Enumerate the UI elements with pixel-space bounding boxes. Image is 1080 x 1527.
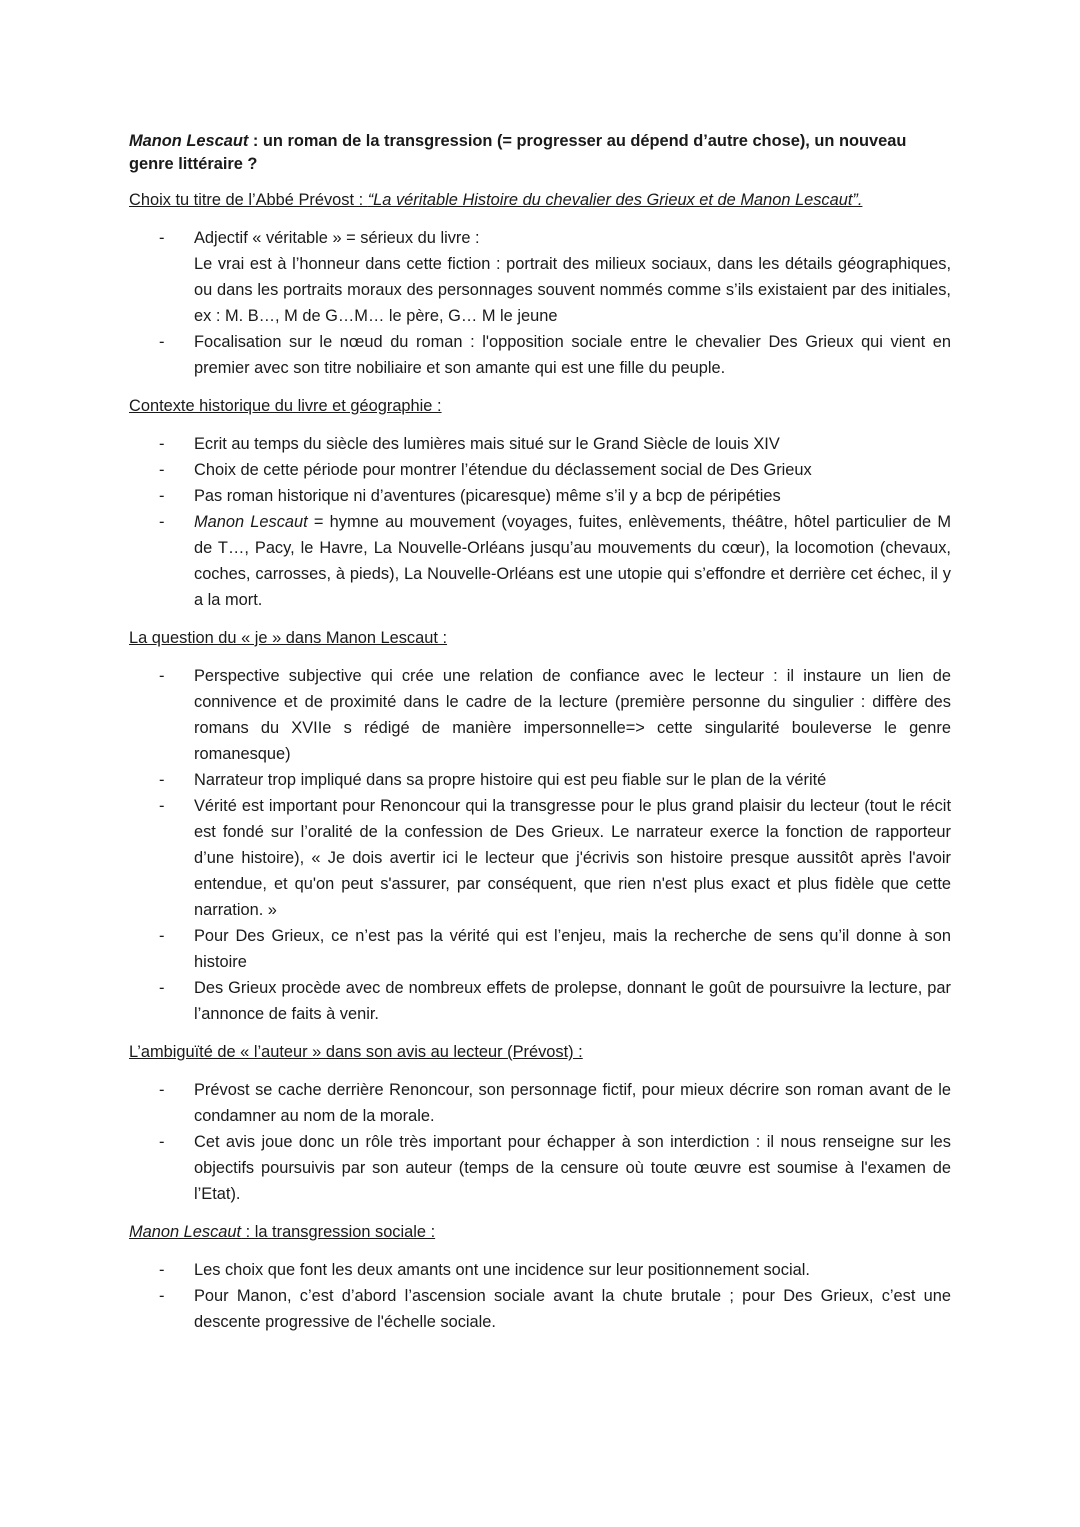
section-heading: Choix tu titre de l’Abbé Prévost : “La véritable Histoire du chevalier des Grieux et de Manon Lescaut”. (129, 191, 863, 209)
document-title (129, 130, 951, 176)
list-item: - Pour Manon, c’est d’abord l’ascension sociale avant la chute brutale ; pour Des Grieux, c’est une descente progressive de l'échelle sociale. (129, 1283, 951, 1335)
bullet-list (129, 1077, 951, 1207)
list-item: - Cet avis joue donc un rôle très important pour échapper à son interdiction : il nous renseigne sur les objectifs poursuivis par son auteur (temps de la censure où toute œuvre est soumise à l'examen de l’Etat). (129, 1129, 951, 1207)
list-item: - Focalisation sur le nœud du roman : l'opposition sociale entre le chevalier Des Grieux qui vient en premier avec son titre nobiliaire et son amante qui est une fille du peuple. (129, 329, 951, 381)
list-item: - Choix de cette période pour montrer l’étendue du déclassement social de Des Grieux (129, 457, 951, 483)
list-item: - Prévost se cache derrière Renoncour, son personnage fictif, pour mieux décrire son roman avant de le condamner au nom de la morale. (129, 1077, 951, 1129)
list-item: - Adjectif « véritable » = sérieux du livre : Le vrai est à l’honneur dans cette fiction : portrait des milieux sociaux, dans les détails géographiques, ou dans les portraits moraux des personnages souvent nommés comme s’ils existaient par des initiales, ex : M. B…, M de G…M… le père, G… M le jeune (129, 225, 951, 329)
title-italic: Manon Lescaut (129, 132, 249, 150)
title-text: : un roman de la transgression (= progresser au dépend d’autre chose), un nouveau genre littéraire ? (129, 132, 907, 173)
section-heading: La question du « je » dans Manon Lescaut : (129, 629, 448, 647)
bullet-list (129, 431, 951, 613)
section-heading: L’ambiguïté de « l’auteur » dans son avis au lecteur (Prévost) : (129, 1043, 583, 1061)
list-item: - Vérité est important pour Renoncour qui la transgresse pour le plus grand plaisir du lecteur (tout le récit est fondé sur l’oralité de la confession de Des Grieux. Le narrateur exerce la fonction de rapporteur d’une histoire), « Je dois avertir ici le lecteur que j'écrivis son histoire presque aussitôt après l'avoir entendue, et qu'on peut s'assurer, par conséquent, que rien n'est plus exact et plus fidèle que cette narration. » (129, 793, 951, 923)
document-content (129, 130, 951, 1349)
list-item: - Perspective subjective qui crée une relation de confiance avec le lecteur : il instaure un lien de connivence et de proximité dans le cadre de la lecture (première personne du singulier : diffère des romans du XVIIe s rédigé de manière impersonnelle=> cette singularité bouleverse le genre romanesque) (129, 663, 951, 767)
section-heading: Manon Lescaut : la transgression sociale : (129, 1223, 436, 1241)
list-item: - Pour Des Grieux, ce n’est pas la vérité qui est l’enjeu, mais la recherche de sens qu’il donne à son histoire (129, 923, 951, 975)
bullet-list (129, 1257, 951, 1335)
list-item: - Pas roman historique ni d’aventures (picaresque) même s’il y a bcp de péripéties (129, 483, 951, 509)
list-item: - Les choix que font les deux amants ont une incidence sur leur positionnement social. (129, 1257, 951, 1283)
bullet-list (129, 225, 951, 381)
list-item: - Des Grieux procède avec de nombreux effets de prolepse, donnant le goût de poursuivre la lecture, par l’annonce de faits à venir. (129, 975, 951, 1027)
list-item: - Ecrit au temps du siècle des lumières mais situé sur le Grand Siècle de louis XIV (129, 431, 951, 457)
list-item: - Narrateur trop impliqué dans sa propre histoire qui est peu fiable sur le plan de la vérité (129, 767, 951, 793)
section-heading: Contexte historique du livre et géographie : (129, 397, 442, 415)
list-item: - Manon Lescaut = hymne au mouvement (voyages, fuites, enlèvements, théâtre, hôtel particulier de M de T…, Pacy, le Havre, La Nouvelle-Orléans jusqu’au mouvements du cœur), la locomotion (chevaux, coches, carrosses, à pieds), La Nouvelle-Orléans est une utopie qui s’effondre et derrière cet échec, il y a la mort. (129, 509, 951, 613)
bullet-list (129, 663, 951, 1027)
